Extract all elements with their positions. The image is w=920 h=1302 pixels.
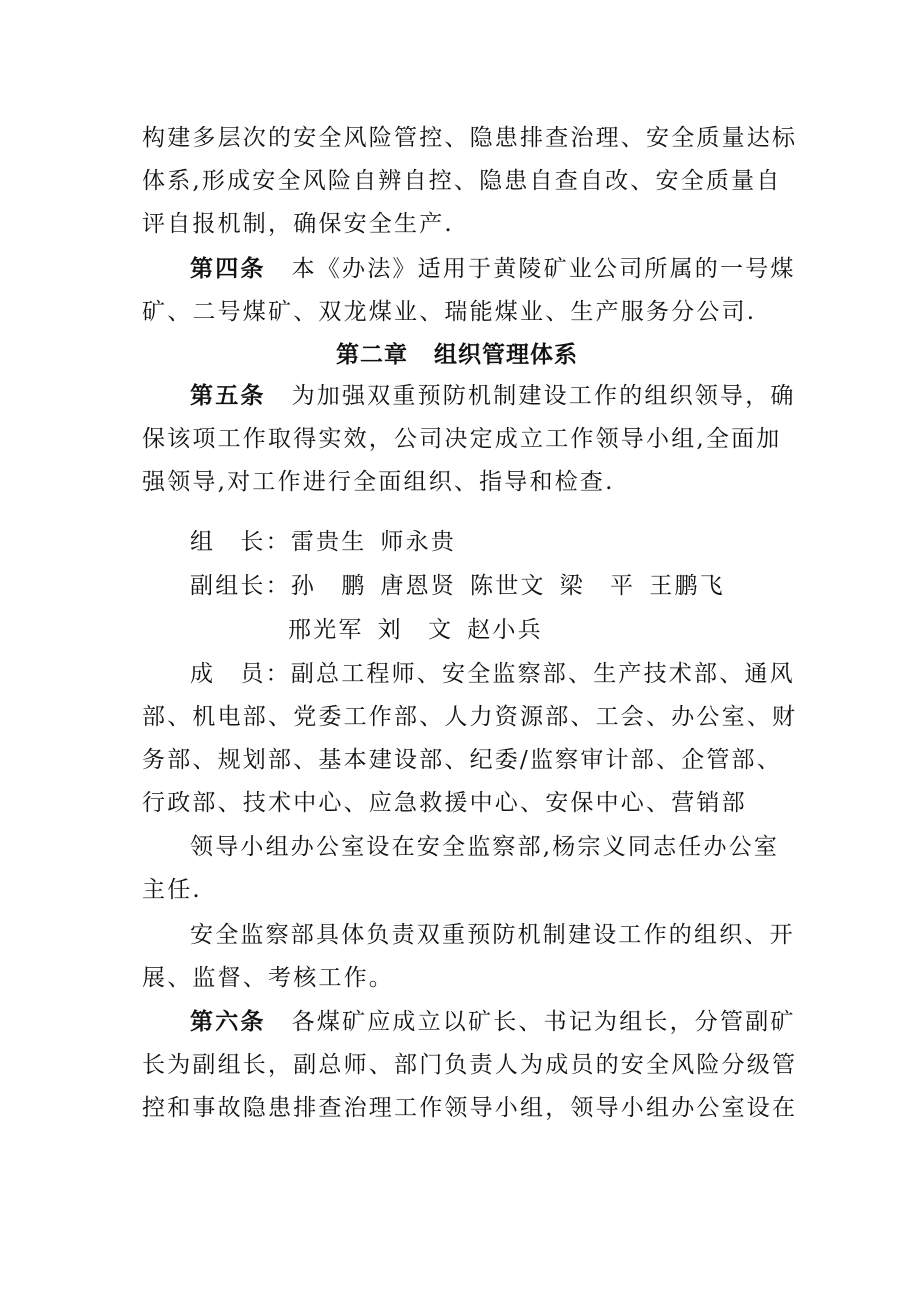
chapter-2-label: 第二章 <box>336 342 408 368</box>
deputy-name: 赵小兵 <box>467 617 543 643</box>
article-6-text: 各煤矿应成立以矿长、书记为组长，分管副矿 <box>291 1009 796 1035</box>
deputy-name: 梁 平 <box>559 573 636 599</box>
article-5-line-3: 强领导,对工作进行全面组织、指导和检查. <box>142 469 615 495</box>
deputy-name: 孙 鹏 <box>290 573 367 599</box>
deputy-name: 邢光军 <box>288 617 364 643</box>
members-line-3: 务部、规划部、基本建设部、纪委/监察审计部、企管部、 <box>142 747 782 773</box>
article-4-line-1 <box>190 254 796 284</box>
deputy-name: 唐恩贤 <box>380 573 457 599</box>
office-line-2: 主任. <box>142 877 202 903</box>
chapter-2-heading <box>336 340 578 370</box>
members-label: 成 员： <box>190 661 291 687</box>
supervision-line-2: 展、监督、考核工作。 <box>142 965 394 991</box>
deputy-row-2 <box>288 615 543 645</box>
deputy-row-1 <box>190 571 725 601</box>
article-5-line-1 <box>190 381 796 411</box>
article-6-line-1 <box>190 1007 796 1037</box>
leader-name: 雷贵生 <box>290 529 367 555</box>
article-4-line-2: 矿、二号煤矿、双龙煤业、瑞能煤业、生产服务分公司. <box>142 299 757 325</box>
intro-line-3: 评自报机制，确保安全生产. <box>142 211 454 237</box>
article-5-label: 第五条 <box>190 383 266 409</box>
leader-name: 师永贵 <box>380 529 457 555</box>
intro-line-2: 体系,形成安全风险自辨自控、隐患自查自改、安全质量自 <box>142 168 782 194</box>
article-6-label: 第六条 <box>190 1009 266 1035</box>
supervision-line-1: 安全监察部具体负责双重预防机制建设工作的组织、开 <box>190 922 795 948</box>
article-4-label: 第四条 <box>190 256 266 282</box>
members-line-4: 行政部、技术中心、应急救援中心、安保中心、营销部 <box>142 790 747 816</box>
intro-line-1: 构建多层次的安全风险管控、隐患排查治理、安全质量达标 <box>142 125 798 151</box>
leader-label: 组 长： <box>190 529 291 555</box>
office-line-1: 领导小组办公室设在安全监察部,杨宗义同志任办公室 <box>190 834 780 860</box>
article-6-line-3: 控和事故隐患排查治理工作领导小组，领导小组办公室设在 <box>142 1095 798 1121</box>
members-text: 副总工程师、安全监察部、生产技术部、通风 <box>290 661 795 687</box>
chapter-2-title: 组织管理体系 <box>434 342 578 368</box>
article-5-line-2: 保该项工作取得实效，公司决定成立工作领导小组,全面加 <box>142 426 782 452</box>
deputy-name: 刘 文 <box>377 617 454 643</box>
leader-row <box>190 527 456 557</box>
deputy-name: 陈世文 <box>470 573 546 599</box>
members-line-2: 部、机电部、党委工作部、人力资源部、工会、办公室、财 <box>142 704 798 730</box>
members-line-1 <box>190 659 795 689</box>
article-6-line-2: 长为副组长，副总师、部门负责人为成员的安全风险分级管 <box>142 1052 798 1078</box>
deputy-label: 副组长： <box>190 573 291 599</box>
article-4-text: 本《办法》适用于黄陵矿业公司所属的一号煤 <box>291 256 796 282</box>
deputy-name: 王鹏飞 <box>649 573 725 599</box>
article-5-text: 为加强双重预防机制建设工作的组织领导，确 <box>291 383 796 409</box>
